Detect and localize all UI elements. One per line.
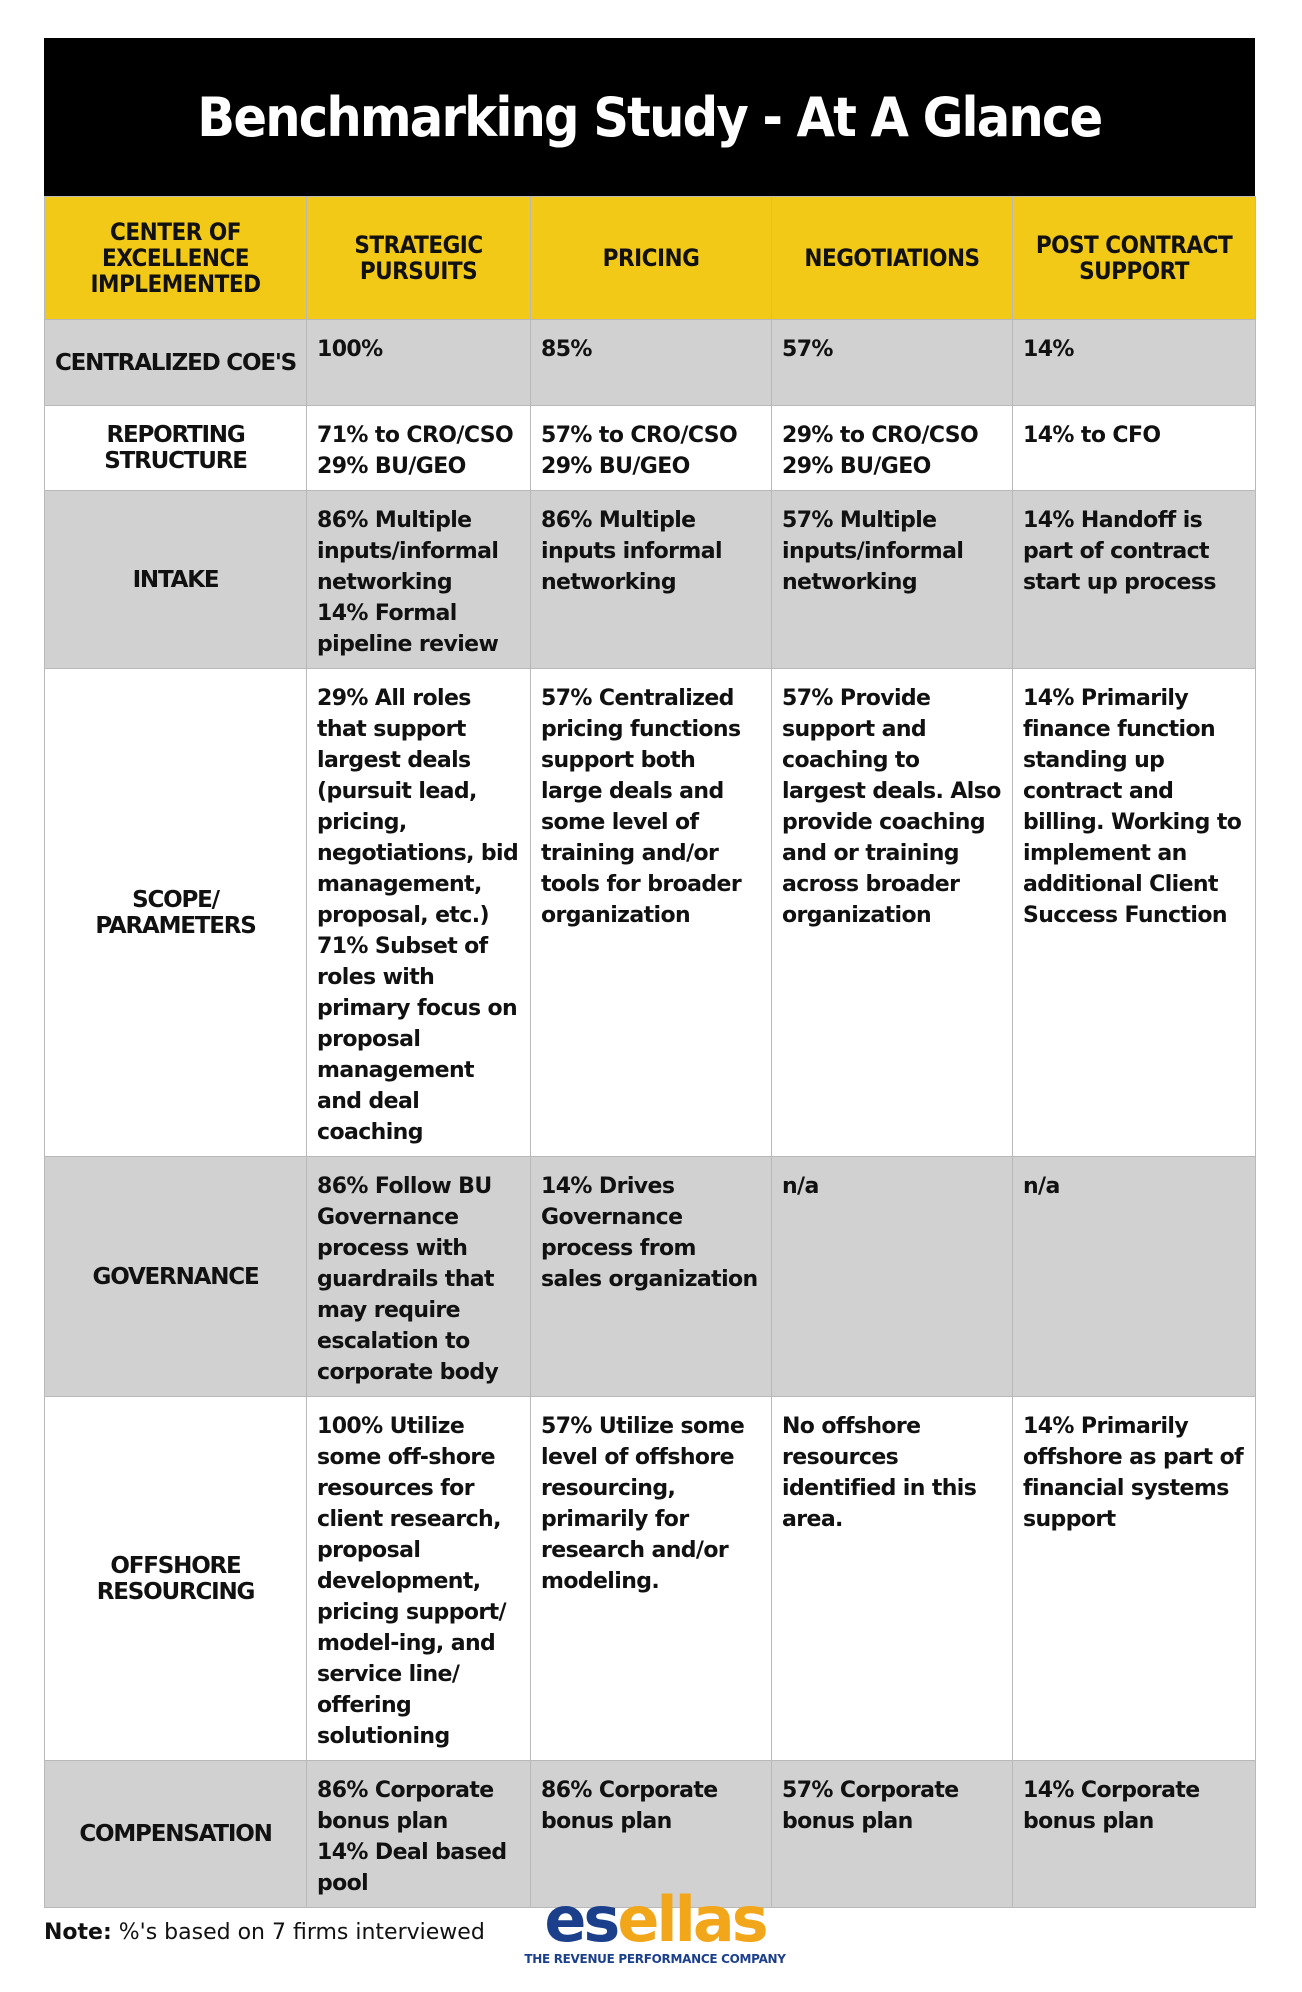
table-row: [45, 669, 1256, 1157]
table-cell: 57% Utilize some level of offshore resourcing, primarily for research and/or modeling.: [531, 1397, 772, 1761]
table-cell: 86% Follow BU Governance process with guardrails that may require escalation to corporate body: [307, 1157, 531, 1397]
table-cell: 57% Centralized pricing functions support both large deals and some level of training and/or tools for broader organization: [531, 669, 772, 1157]
page-title: Benchmarking Study - At A Glance: [197, 85, 1102, 149]
table-cell: 86% Multiple inputs/informal networking 14% Formal pipeline review: [307, 491, 531, 669]
table-row: [45, 320, 1256, 406]
row-label: SCOPE/ PARAMETERS: [45, 669, 307, 1157]
header-post-contract-support: POST CONTRACT SUPPORT: [1013, 197, 1256, 320]
table-row: [45, 491, 1256, 669]
table-cell: 57% Corporate bonus plan: [772, 1761, 1013, 1908]
header-coe: CENTER OF EXCELLENCE IMPLEMENTED: [45, 197, 307, 320]
esellas-logo: [510, 1883, 800, 1966]
logo-word-part1: es: [544, 1883, 618, 1956]
table-cell: 14% to CFO: [1013, 406, 1256, 491]
table-cell: n/a: [1013, 1157, 1256, 1397]
table-cell: No offshore resources identified in this area.: [772, 1397, 1013, 1761]
table-row: [45, 1397, 1256, 1761]
row-label: INTAKE: [45, 491, 307, 669]
table-row: [45, 1157, 1256, 1397]
table-cell: 57% Provide support and coaching to largest deals. Also provide coaching and or training across broader organization: [772, 669, 1013, 1157]
header-strategic-pursuits: STRATEGIC PURSUITS: [307, 197, 531, 320]
header-row: [45, 197, 1256, 320]
logo-wordmark: [510, 1883, 800, 1956]
table-cell: 14% Primarily finance function standing up contract and billing. Working to implement an additional Client Success Function: [1013, 669, 1256, 1157]
table-cell: 57% to CRO/CSO 29% BU/GEO: [531, 406, 772, 491]
benchmark-sheet: [44, 38, 1255, 1945]
table-cell: 86% Multiple inputs informal networking: [531, 491, 772, 669]
table-cell: 85%: [531, 320, 772, 406]
table-cell: 100% Utilize some off-shore resources for client research, proposal development, pricing support/ model-ing, and service line/ offering solutioning: [307, 1397, 531, 1761]
table-cell: 100%: [307, 320, 531, 406]
table-cell: 14% Handoff is part of contract start up process: [1013, 491, 1256, 669]
title-bar: [44, 38, 1255, 196]
table-cell: 86% Corporate bonus plan: [531, 1761, 772, 1908]
table-cell: 29% All roles that support largest deals (pursuit lead, pricing, negotiations, bid management, proposal, etc.) 71% Subset of roles with primary focus on proposal management and deal coaching: [307, 669, 531, 1157]
table-cell: 14% Primarily offshore as part of financial systems support: [1013, 1397, 1256, 1761]
logo-tagline: THE REVENUE PERFORMANCE COMPANY: [524, 1952, 786, 1966]
table-cell: 14%: [1013, 320, 1256, 406]
row-label: COMPENSATION: [45, 1761, 307, 1908]
header-pricing: PRICING: [531, 197, 772, 320]
row-label: CENTRALIZED COE'S: [45, 320, 307, 406]
table-cell: 57% Multiple inputs/informal networking: [772, 491, 1013, 669]
footnote-label: Note:: [44, 1920, 112, 1945]
logo-word-part2: ellas: [617, 1883, 766, 1956]
benchmark-table: [44, 196, 1256, 1908]
footnote-text: %'s based on 7 firms interviewed: [118, 1920, 485, 1945]
table-row: [45, 406, 1256, 491]
table-cell: n/a: [772, 1157, 1013, 1397]
table-cell: 14% Drives Governance process from sales organization: [531, 1157, 772, 1397]
table-cell: 14% Corporate bonus plan: [1013, 1761, 1256, 1908]
row-label: REPORTING STRUCTURE: [45, 406, 307, 491]
table-cell: 29% to CRO/CSO 29% BU/GEO: [772, 406, 1013, 491]
row-label: OFFSHORE RESOURCING: [45, 1397, 307, 1761]
table-cell: 86% Corporate bonus plan 14% Deal based pool: [307, 1761, 531, 1908]
table-cell: 71% to CRO/CSO 29% BU/GEO: [307, 406, 531, 491]
header-negotiations: NEGOTIATIONS: [772, 197, 1013, 320]
row-label: GOVERNANCE: [45, 1157, 307, 1397]
table-cell: 57%: [772, 320, 1013, 406]
